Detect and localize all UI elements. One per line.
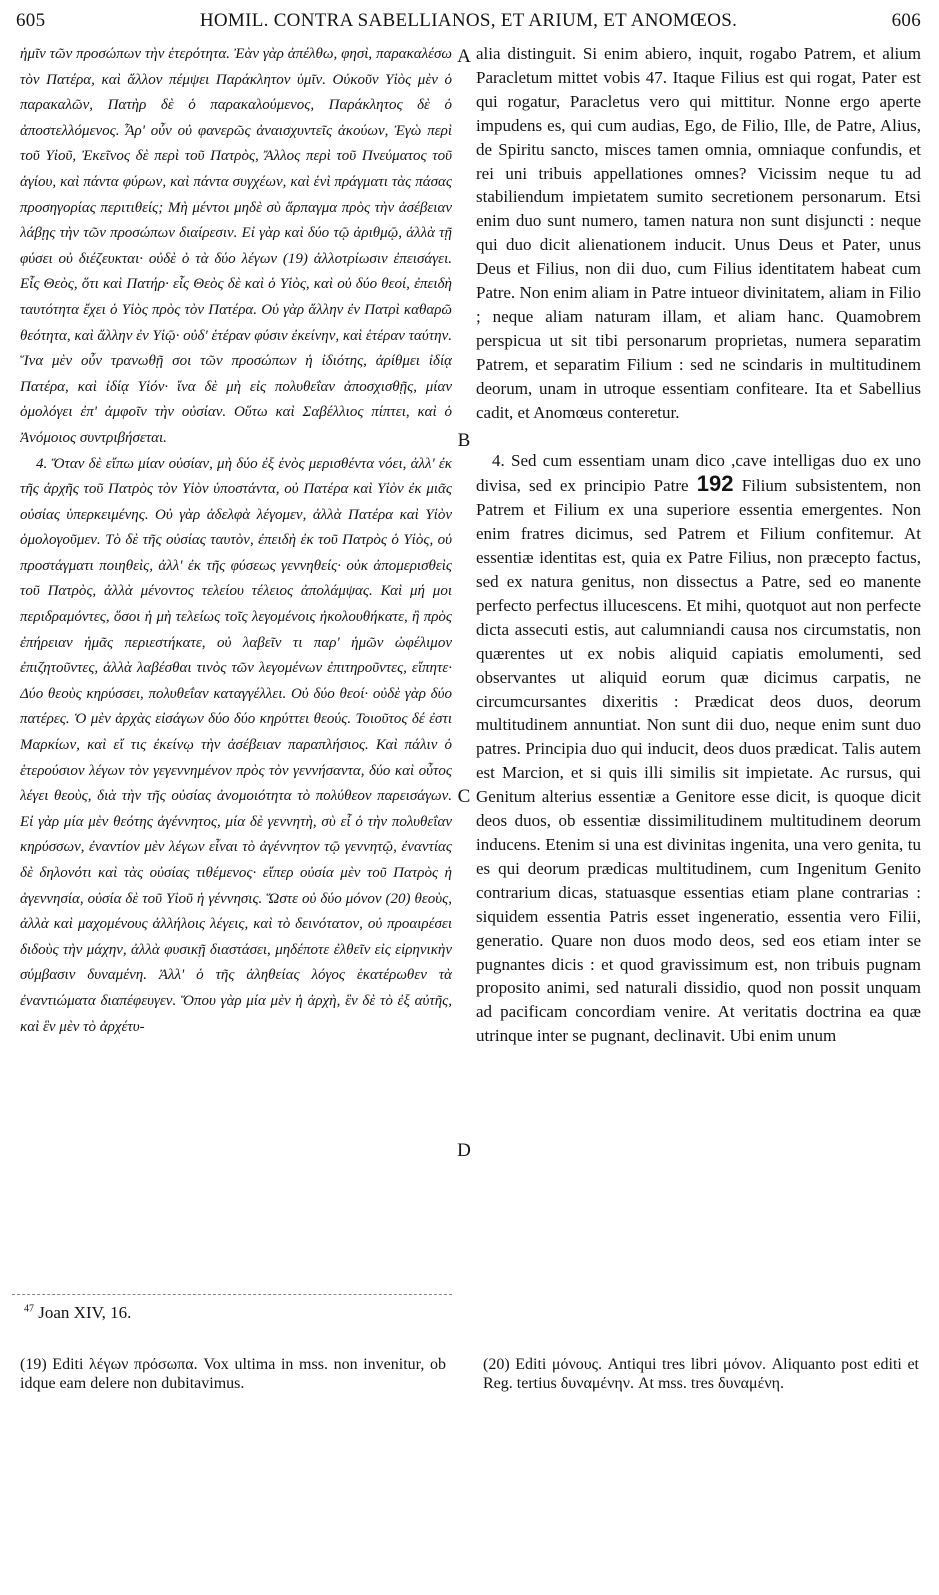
running-header — [16, 10, 921, 38]
margin-letter-b: B — [457, 430, 471, 451]
latin-paragraph-2-start: 4. Sed cum essentiam unam dico ,cave intelligas duo ex uno divisa, sed ex principio Patre — [476, 450, 921, 496]
footnote-19: (19) Editi λέγων πρόσωπα. Vox ultima in mss. non invenitur, ob idque eam delere non dubitavimus. — [20, 1356, 446, 1392]
page-number-left: 605 — [16, 10, 46, 31]
margin-letter-d: D — [457, 1140, 471, 1161]
latin-paragraph-1: alia distinguit. Si enim abiero, inquit, rogabo Patrem, et alium Paracletum mittet vobis 47. Itaque Filius est qui rogat, Pater est qui rogatur, Paracletus vero qui mittitur. Nonne ergo aperte impudens es, qui cum audias, Ego, de Filio, Ille, de Patre, Alius, de Spiritu sancto, misces tamen omnia, omniaque confundis, et rei uni tribuis appellationes omnes? Vicissim neque tu ad stabiliendum impietatem sumito secretionem personarum. Etsi enim duo sunt numero, tamen natura non sunt disjuncti : neque qui duo dicit alienationem inducit. Unus Deus et Pater, unus Deus et Filius, non dii duo, cum Filius identitatem habeat cum Patre. Non enim aliam in Patre intueor divinitatem, aliam in Filio ; neque aliam naturam illam, et aliam hanc. Quamobrem perspicua ut sit tibi personarum proprietas, numera separatim Patrem, et separatim Filium : sed ne scindaris in multitudinem deorum, unam in utroque essentiam confiteare. Ita et Sabellius cadit, et Anomœus conteretur. — [476, 44, 921, 422]
greek-paragraph-1: ἡμῖν τῶν προσώπων τὴν ἑτερότητα. Ἐὰν γὰρ ἀπέλθω, φησὶ, παρακαλέσω τὸν Πατέρα, καὶ ἄλλον πέμψει Παράκλητον ὑμῖν. Οὐκοῦν Υἱὸς μὲν ὁ παρακαλῶν, Πατὴρ δὲ ὁ παρακαλούμενος, Παράκλητος δὲ ὁ ἀποστελλόμενος. Ἆρ' οὖν οὐ φανερῶς ἀναισχυντεῖς ἀκούων, Ἐγὼ περὶ τοῦ Υἱοῦ, Ἐκεῖνος δὲ περὶ τοῦ Πατρὸς, Ἄλλος περὶ τοῦ Πνεύματος τοῦ ἁγίου, καὶ πάντα φύρων, καὶ πάντα συγχέων, καὶ ἑνὶ πράγματι τὰς πάσας προσηγορίας περιτιθείς; Μὴ μέντοι μηδὲ σὺ ἅρπαγμα πρὸς τὴν ἀσέβειαν λάβῃς τὴν τῶν προσώπων διαίρεσιν. Εἰ γὰρ καὶ δύο τῷ ἀριθμῷ, ἀλλὰ τῇ φύσει οὐ διέζευκται· οὐδὲ ὁ τὰ δύο λέγων (19) ἀλλοτρίωσιν ἐπεισάγει. Εἷς Θεὸς, ὅτι καὶ Πατήρ· εἷς Θεὸς δὲ καὶ ὁ Υἱὸς, καὶ οὐ δύο θεοί, ἐπειδὴ ταυτότητα ἔχει ὁ Υἱὸς πρὸς τὸν Πατέρα. Οὐ γὰρ ἄλλην ἐν Πατρὶ καθαρῶ θεότητα, καὶ ἄλλην ἐν Υἱῷ· οὐδ' ἑτέραν φύσιν ἐκείνην, καὶ ἑτέραν ταύτην. Ἵνα μὲν οὖν τρανωθῇ σοι τῶν προσώπων ἡ ἰδιότης, ἀρίθμει ἰδίᾳ Πατέρα, καὶ ἰδίᾳ Υἱόν· ἵνα δὲ μὴ εἰς πολυθεΐαν ἀποσχισθῇς, μίαν ὁμολόγει ἐπ' ἀμφοῖν τὴν οὐσίαν. Οὕτω καὶ Σαβέλλιος πίπτει, καὶ ὁ Ἀνόμοιος συντριβήσεται. — [20, 46, 452, 446]
running-title: HOMIL. CONTRA SABELLIANOS, ET ARIUM, ET ANOMŒOS. — [199, 10, 738, 31]
scripture-footnote — [24, 1303, 131, 1323]
footnote-divider — [12, 1294, 452, 1295]
latin-column — [476, 42, 921, 1282]
scripture-footnote-number: 47 — [24, 1303, 34, 1315]
scripture-footnote-text: Joan XIV, 16. — [38, 1303, 132, 1322]
greek-column — [20, 42, 452, 1282]
greek-paragraph-2: 4. Ὅταν δὲ εἴπω μίαν οὐσίαν, μὴ δύο ἐξ ἑνὸς μερισθέντα νόει, ἀλλ' ἐκ τῆς ἀρχῆς τοῦ Πατρὸς τὸν Υἱὸν ὑποστάντα, οὐ Πατέρα καὶ Υἱὸν ἐκ μιᾶς οὐσίας ὑπερκειμένης. Οὐ γὰρ ἀδελφὰ λέγομεν, ἀλλὰ Πατέρα καὶ Υἱὸν ὁμολογοῦμεν. Τὸ δὲ τῆς οὐσίας ταυτὸν, ἐπειδὴ ἐκ τοῦ Πατρὸς ὁ Υἱὸς, οὐ προστάγματι ποιηθεὶς, ἀλλ' ἐκ τῆς φύσεως γεννηθείς· οὐκ ἀπομερισθεὶς τοῦ Πατρὸς, ἀλλὰ μένοντος τελείου τέλειος ἀπολάμψας. Καὶ μή μοι περιδραμόντες, ὅσοι ἡ μὴ τελείως τοῖς λεγομένοις ἠκολουθήκατε, ἢ πρὸς ἐπήρειαν ἡμᾶς περιεστήκατε, οὐ λαβεῖν τι παρ' ἡμῶν ὠφέλιμον ἐπιζητοῦντες, ἀλλὰ λαβέσθαι τινὸς τῶν λεγομένων ἐπιτηροῦντες, εἴπητε· Δύο θεοὺς κηρύσσει, πολυθεΐαν καταγγέλλει. Οὐ δύο θεοί· οὐδὲ γὰρ δύο πατέρες. Ὁ μὲν ἀρχὰς εἰσάγων δύο δύο κηρύττει θεούς. Τοιοῦτος δέ ἐστι Μαρκίων, καὶ εἴ τις ἐκείνῳ τὴν ἀσέβειαν παραπλήσιος. Καὶ πάλιν ὁ ἑτερούσιον λέγων τὸν γεγεννημένον πρὸς τὸν γεννήσαντα, δύο καὶ οὗτος λέγει θεοὺς, διὰ τὴν τῆς οὐσίας ἀνομοιότητα τὸ πολύθεον παρεισάγων. Εἰ γὰρ μία μὲν θεότης ἀγέννητος, μία δὲ γεννητὴ, σὺ εἶ ὁ τὴν πολυθεΐαν κηρύσσων, ἐναντίον μὲν λέγων εἶναι τὸ ἀγέννητον τῷ γεννητῷ, ἐναντίας δὲ δηλονότι καὶ τὰς οὐσίας τιθέμενος· εἴπερ οὐσία μὲν τοῦ Πατρὸς ἡ ἀγεννησία, οὐσία δὲ τοῦ Υἱοῦ ἡ γέννησις. Ὥστε οὐ δύο μόνον (20) θεοὺς, ἀλλὰ καὶ μαχομένους ἀλλήλοις λέγεις, καὶ τὸ δεινότατον, οὐ προαιρέσει διδοὺς τὴν μάχην, ἀλλὰ φυσικῇ διαστάσει, μηδέποτε ἐλθεῖν εἰς εἰρηνικὴν σύμβασιν δυναμένη. Ἀλλ' ὁ τῆς ἀληθείας λόγος ἑκατέρωθεν τὰ ἐναντιώματα διαπέφευγεν. Ὅπου γὰρ μία μὲν ἡ ἀρχὴ, ἓν δὲ τὸ ἐξ αὐτῆς, καὶ ἓν μὲν τὸ ἀρχέτυ- — [20, 455, 452, 1035]
column-number: 192 — [696, 471, 734, 497]
footnote-20: (20) Editi μόνους. Antiqui tres libri μόνον. Aliquanto post editi et Reg. tertius δυναμένην. At mss. tres δυναμένη. — [483, 1356, 919, 1392]
latin-paragraph-2-rest: Filium subsistentem, non Patrem et Filium ex una superiore essentia emergentes. Non enim fratres dicimus, sed Patrem et Filium confitemur. At essentiæ identitas est, quia ex Patre Filius, non præcepto factus, sed ex natura genitus, non dissectus a Patre, sed eo manente perfecto perfectus illucescens. Et mihi, quotquot aut non perfecte dicta assecuti estis, aut calumniandi causa nos circumstatis, non quærentes ut ex nobis aliquid capiatis emolumenti, sed observantes ut aliquid eorum quæ dicimus carpatis, ne circumcursantes dixeritis : Prædicat deos duos, deorum multitudinem annuntiat. Non sunt dii duo, neque enim sunt duo patres. Principia duo qui inducit, deos duos prædicat. Talis autem est Marcion, et si quis illi similis sit impietate. Ac rursus, qui Genitum alterius essentiæ a Genitore esse dicit, is quoque dicit deos duos, ob essentiæ dissimilitudinem multitudinem deorum inducens. Etenim si una est divinitas ingenita, una vero genita, tu es qui deorum prædicas multitudinem, cum Ingenitum Genito contrarium dicas, statuasque essentias etiam plane contrarias : siquidem essentia Patris esset ingeneratio, essentia vero Filii, generatio. Quare non duos modo deos, sed eos etiam inter se pugnantes dicis : et quod gravissimum est, non tribuis pugnam proposito animi, sed naturali dissidio, quod non possit unquam ad pacificam concordiam venire. At veritatis doctrina ea quæ utrinque inter se pugnant, declinavit. Ubi enim unum — [476, 476, 921, 1046]
page-number-right: 606 — [891, 10, 921, 31]
margin-letter-c: C — [457, 786, 471, 807]
latin-block-1 — [476, 42, 921, 1104]
margin-letter-a: A — [457, 46, 471, 67]
latin-paragraph-2 — [476, 449, 921, 1049]
